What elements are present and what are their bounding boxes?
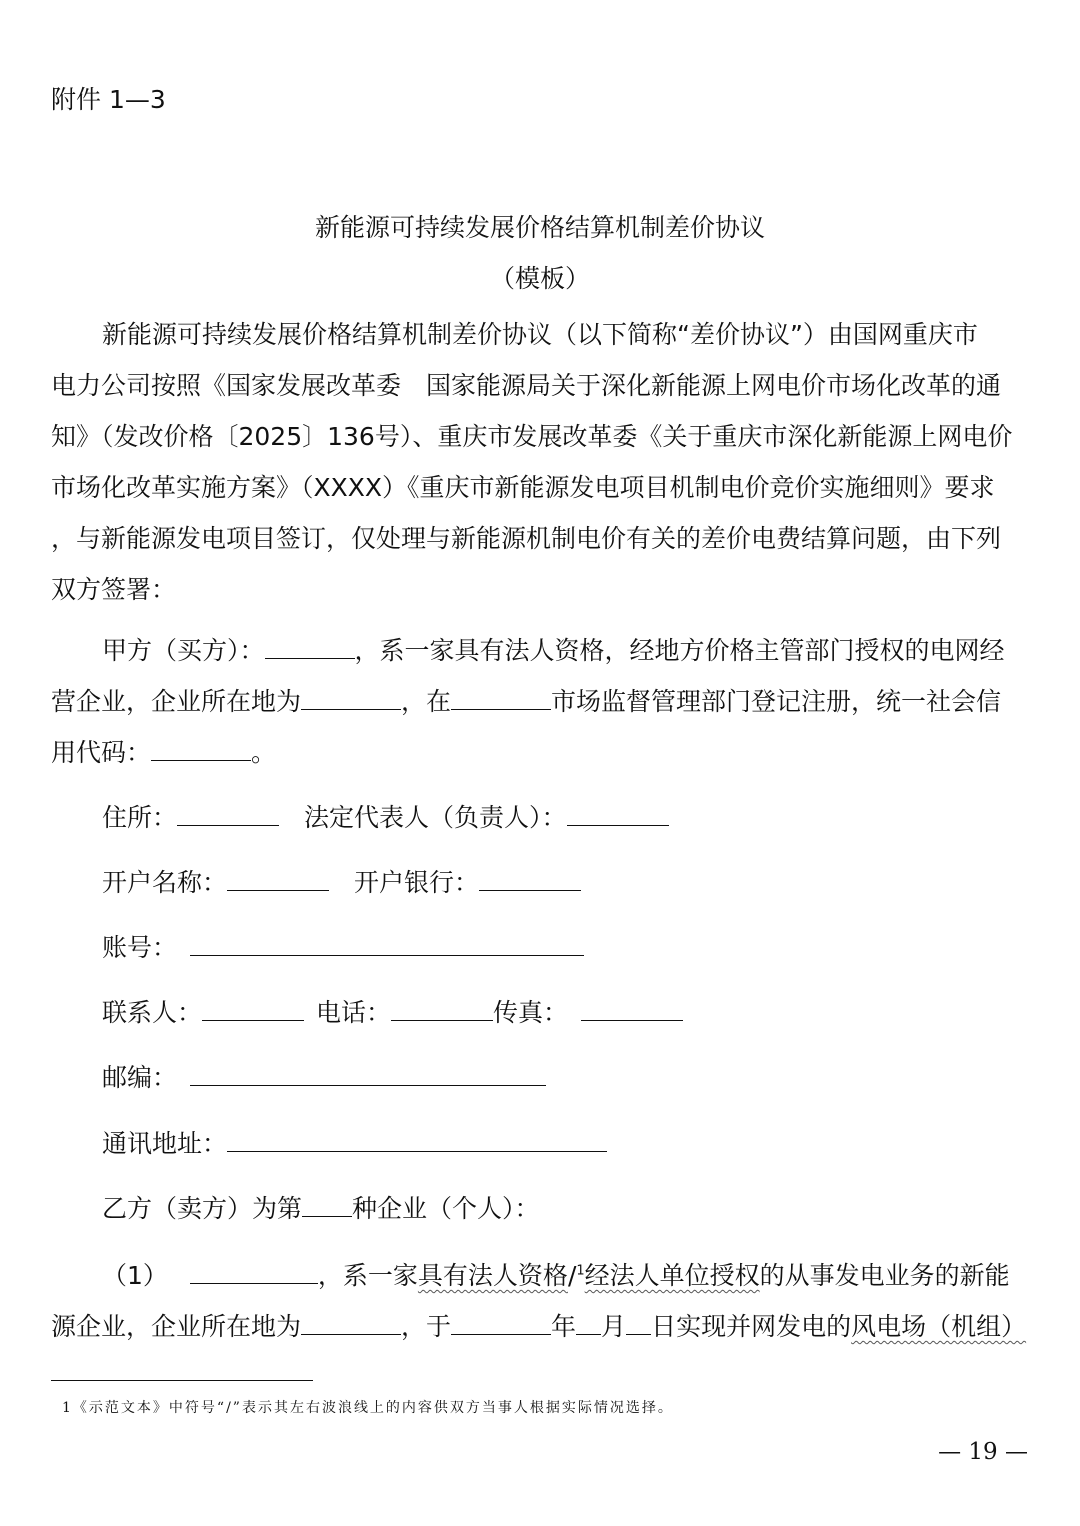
option-1-line-2 [51, 1301, 1031, 1352]
mail-address-blank[interactable] [227, 1129, 607, 1152]
option-1-text: ，系一家 [317, 1261, 418, 1290]
party-a-location-blank[interactable] [301, 687, 401, 710]
party-a-paragraph [51, 625, 1031, 778]
fax-blank[interactable] [581, 998, 683, 1021]
postcode-label: 邮编： [102, 1063, 178, 1092]
option-1-choice-a: 具有法人资格 [417, 1261, 568, 1290]
day-label: 日实现并网发电的 [651, 1312, 852, 1341]
party-a-registration-label: ，在 [401, 687, 452, 716]
account-name-row [102, 866, 581, 900]
party-a-line-1 [51, 625, 1031, 676]
document-title: 新能源可持续发展价格结算机制差价协议 [314, 213, 765, 242]
legal-rep-blank[interactable] [567, 803, 669, 826]
option-1-tail: 的从事发电业务的新能 [759, 1261, 1010, 1290]
option-1-location-blank[interactable] [301, 1312, 401, 1335]
party-b-intro-suffix: 种企业（个人）： [352, 1194, 540, 1223]
attachment-label: 附件 1—3 [51, 85, 166, 114]
intro-line: 双方签署： [51, 575, 177, 604]
party-a-location-label: 营企业，企业所在地为 [51, 687, 302, 716]
party-b-intro [102, 1192, 540, 1226]
document-subtitle: （模板） [489, 264, 590, 293]
party-a-line-2 [51, 676, 1031, 727]
option-1-choice-wind: 风电场（机组） [851, 1312, 1027, 1341]
option-1-slash: / [567, 1261, 577, 1290]
intro-line: ，与新能源发电项目签订，仅处理与新能源机制电价有关的差价电费结算问题，由下列 [51, 524, 1002, 553]
month-label: 月 [601, 1312, 627, 1341]
account-no-blank[interactable] [190, 933, 584, 956]
party-b-option-1 [51, 1250, 1031, 1352]
legal-rep-label: 法定代表人（负责人）： [304, 803, 567, 832]
postcode-blank[interactable] [190, 1063, 546, 1086]
footnote-divider [51, 1380, 313, 1381]
phone-blank[interactable] [391, 998, 493, 1021]
address-blank[interactable] [177, 803, 279, 826]
option-1-name-blank[interactable] [190, 1261, 318, 1284]
account-name-label: 开户名称： [102, 868, 228, 897]
account-no-row [102, 931, 584, 965]
mail-address-row [102, 1127, 607, 1161]
bank-blank[interactable] [479, 868, 581, 891]
footnote: 1《示范文本》中符号“/”表示其左右波浪线上的内容供双方当事人根据实际情况选择。 [62, 1400, 674, 1416]
credit-code-blank[interactable] [151, 738, 251, 761]
option-1-choice-b: 经法人单位授权 [584, 1261, 760, 1290]
party-a-registration-blank[interactable] [451, 687, 551, 710]
option-1-month-blank[interactable] [576, 1312, 601, 1335]
intro-line: 知》（发改价格〔2025〕136号）、重庆市发展改革委《关于重庆市深化新能源上网电价 [51, 422, 1013, 451]
intro-line: 新能源可持续发展价格结算机制差价协议（以下简称“差价协议”）由国网重庆市 [102, 320, 978, 349]
year-label: 年 [551, 1312, 577, 1341]
contact-row [102, 996, 683, 1030]
option-1-number: （1） [102, 1261, 168, 1290]
intro-line: 电力公司按照《国家发展改革委 国家能源局关于深化新能源上网电价市场化改革的通 [51, 371, 1002, 400]
account-no-label: 账号： [102, 933, 178, 962]
footnote-ref: 1 [576, 1263, 585, 1279]
contact-blank[interactable] [202, 998, 304, 1021]
party-a-name-blank[interactable] [265, 636, 355, 659]
contact-label: 联系人： [102, 998, 203, 1027]
option-1-location-label: 源企业，企业所在地为 [51, 1312, 302, 1341]
party-a-line-3 [51, 727, 1031, 778]
party-a-registration-text: 市场监督管理部门登记注册，统一社会信 [551, 687, 1002, 716]
credit-code-end: 。 [251, 738, 277, 767]
party-a-label: 甲方（买方）： [102, 636, 265, 665]
party-a-description: ，系一家具有法人资格，经地方价格主管部门授权的电网经 [354, 636, 1005, 665]
address-row [102, 801, 669, 835]
mail-address-label: 通讯地址： [102, 1129, 228, 1158]
option-1-line-1 [51, 1250, 1031, 1301]
bank-label: 开户银行： [354, 868, 480, 897]
intro-paragraph [51, 309, 1031, 615]
credit-code-label: 用代码： [51, 738, 152, 767]
option-1-day-blank[interactable] [626, 1312, 651, 1335]
party-b-intro-label: 乙方（卖方）为第 [102, 1194, 303, 1223]
intro-line: 市场化改革实施方案》（XXXX）《重庆市新能源发电项目机制电价竞价实施细则》要求 [51, 473, 995, 502]
page-number: — 19 — [938, 1439, 1028, 1465]
address-label: 住所： [102, 803, 178, 832]
postcode-row [102, 1061, 546, 1095]
party-b-type-blank[interactable] [302, 1194, 352, 1217]
option-1-date-label: ，于 [401, 1312, 452, 1341]
option-1-year-blank[interactable] [451, 1312, 551, 1335]
account-name-blank[interactable] [227, 868, 329, 891]
phone-label: 电话： [316, 998, 392, 1027]
fax-label: 传真： [493, 998, 569, 1027]
